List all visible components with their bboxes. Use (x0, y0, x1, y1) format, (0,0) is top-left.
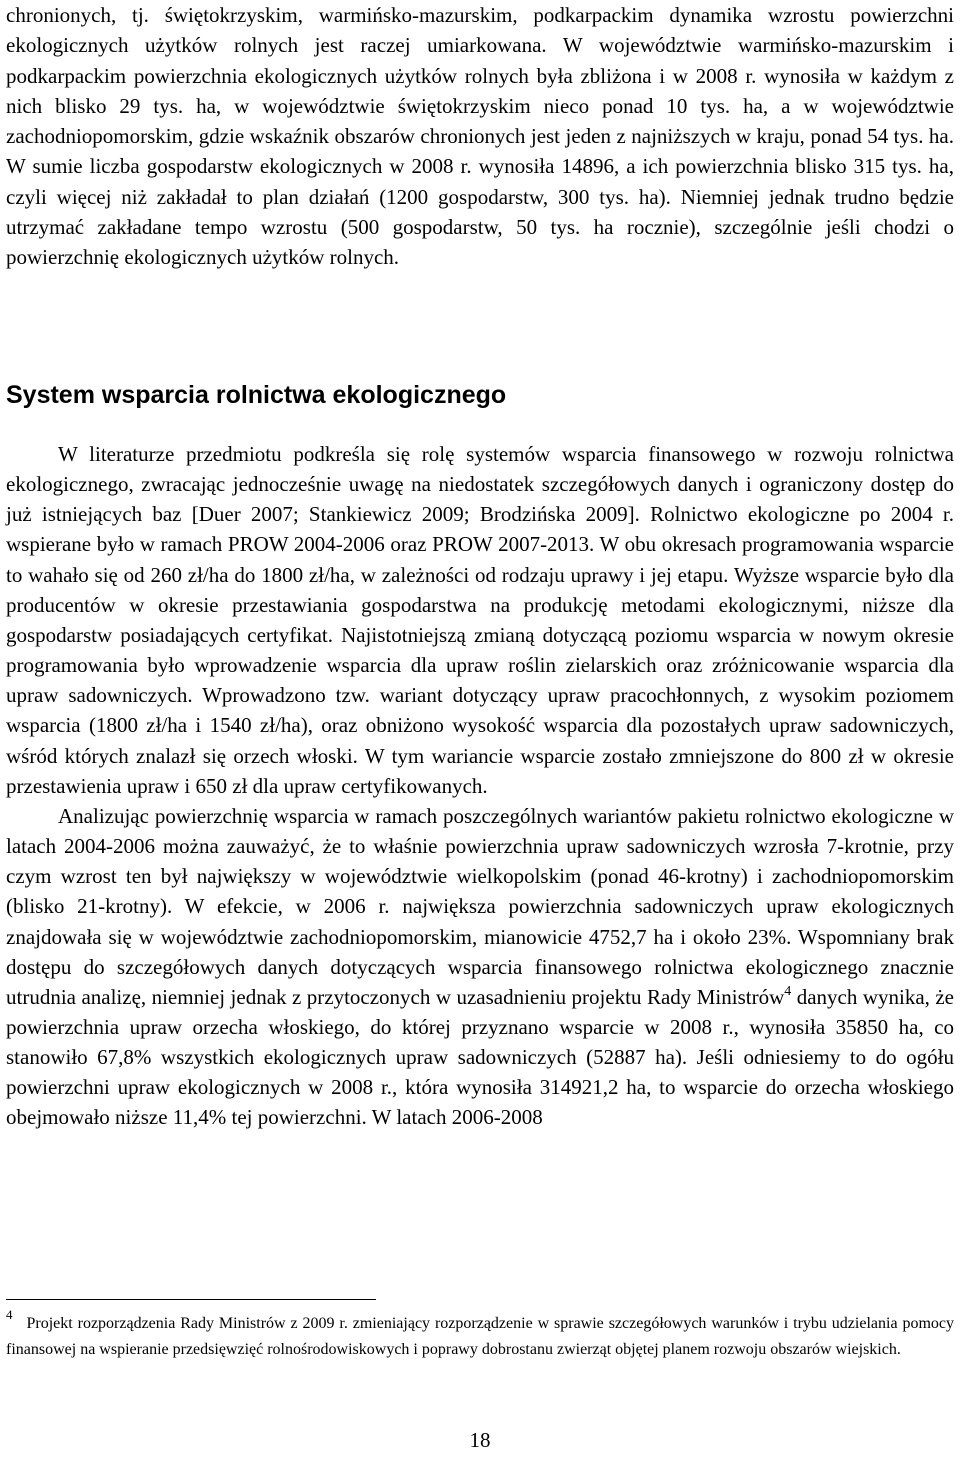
body-paragraph (6, 801, 954, 1133)
section-body (6, 439, 954, 1133)
footnote-marker: 4 (6, 1307, 13, 1322)
paragraph-text: danych wynika, że powierzchnia upraw orzecha włoskiego, do której przyznano wsparcie w 2008 r., wynosiła 35850 ha, co stanowiło 67,8% wszystkich ekologicznych upraw sadowniczych (52887 ha). Jeśli odniesiemy to do ogółu powierzchni upraw ekologicznych w 2008 r., która wynosiła 314921,2 ha, to wsparcie do orzecha włoskiego obejmowało niższe 11,4% tej powierzchni. W latach 2006-2008 (6, 984, 954, 1130)
body-paragraph-continued: chronionych, tj. świętokrzyskim, warmińsko-mazurskim, podkarpackim dynamika wzrostu powierzchni ekologicznych użytków rolnych jest raczej umiarkowana. W województwie warmińsko-mazurskim i podkarpackim powierzchnia ekologicznych użytków rolnych była zbliżona i w 2008 r. wynosiła w każdym z nich blisko 29 tys. ha, w województwie świętokrzyskim nieco ponad 10 tys. ha, a w województwie zachodniopomorskim, gdzie wskaźnik obszarów chronionych jest jeden z najniższych w kraju, ponad 54 tys. ha. W sumie liczba gospodarstw ekologicznych w 2008 r. wynosiła 14896, a ich powierzchnia blisko 315 tys. ha, czyli więcej niż zakładał to plan działań (1200 gospodarstw, 300 tys. ha). Niemniej jednak trudno będzie utrzymać zakładane tempo wzrostu (500 gospodarstw, 50 tys. ha rocznie), szczególnie jeśli chodzi o powierzchnię ekologicznych użytków rolnych. (6, 3, 954, 270)
paragraph-text: Analizując powierzchnię wsparcia w ramach poszczególnych wariantów pakietu rolnictwo ekologiczne w latach 2004-2006 można zauważyć, że to właśnie powierzchnia upraw sadowniczych wzrosła 7-krotnie, przy czym wzrost ten był największy w województwie wielkopolskim (ponad 46-krotny) i zachodniopomorskim (blisko 21-krotny). W efekcie, w 2006 r. największa powierzchnia sadowniczych upraw ekologicznych znajdowała się w województwie zachodniopomorskim, mianowicie 4752,7 ha i około 23%. Wspomniany brak dostępu do szczegółowych danych dotyczących wsparcia finansowego rolnictwa ekologicznego znacznie utrudnia analizę, niemniej jednak z przytoczonych w uzasadnieniu projektu Rady Ministrów (6, 803, 954, 1009)
footnote-separator (6, 1299, 376, 1300)
page-number: 18 (469, 1428, 491, 1452)
document-page (6, 0, 954, 1358)
body-paragraph: W literaturze przedmiotu podkreśla się rolę systemów wsparcia finansowego w rozwoju rolnictwa ekologicznego, zwracając jednocześnie uwagę na niedostatek szczegółowych danych i ograniczony dostęp do już istniejących baz [Duer 2007; Stankiewicz 2009; Brodzińska 2009]. Rolnictwo ekologiczne po 2004 r. wspierane było w ramach PROW 2004-2006 oraz PROW 2007-2013. W obu okresach programowania wsparcie to wahało się od 260 zł/ha do 1800 zł/ha, w zależności od rodzaju uprawy i jej etapu. Wyższe wsparcie było dla producentów w okresie przestawiania gospodarstwa na produkcję metodami ekologicznymi, niższe dla gospodarstw posiadających certyfikat. Najistotniejszą zmianą dotyczącą poziomu wsparcia w nowym okresie programowania było wprowadzenie wsparcia dla upraw roślin zielarskich oraz zróżnicowanie wsparcia dla upraw sadowniczych. Wprowadzono tzw. wariant dotyczący upraw pracochłonnych, z wysokim poziomem wsparcia (1800 zł/ha i 1540 zł/ha), oraz obniżono wysokość wsparcia dla pozostałych upraw sadowniczych, wśród których znalazł się orzech włoski. W tym wariancie wsparcie zostało zmniejszone do 800 zł w okresie przestawienia upraw i 650 zł dla upraw certyfikowanych. (6, 442, 954, 798)
footnote-text: Projekt rozporządzenia Rady Ministrów z 2009 r. zmieniający rozporządzenie w sprawie szczegółowych warunków i trybu udzielania pomocy finansowej na wspieranie przedsięwzięć rolnośrodowiskowych i poprawy dobrostanu zwierząt objętej planem rozwoju obszarów wiejskich. (6, 1315, 954, 1358)
footnote (6, 1307, 954, 1363)
section-heading: System wsparcia rolnictwa ekologicznego (6, 381, 507, 409)
footnote-reference[interactable]: 4 (784, 983, 792, 999)
